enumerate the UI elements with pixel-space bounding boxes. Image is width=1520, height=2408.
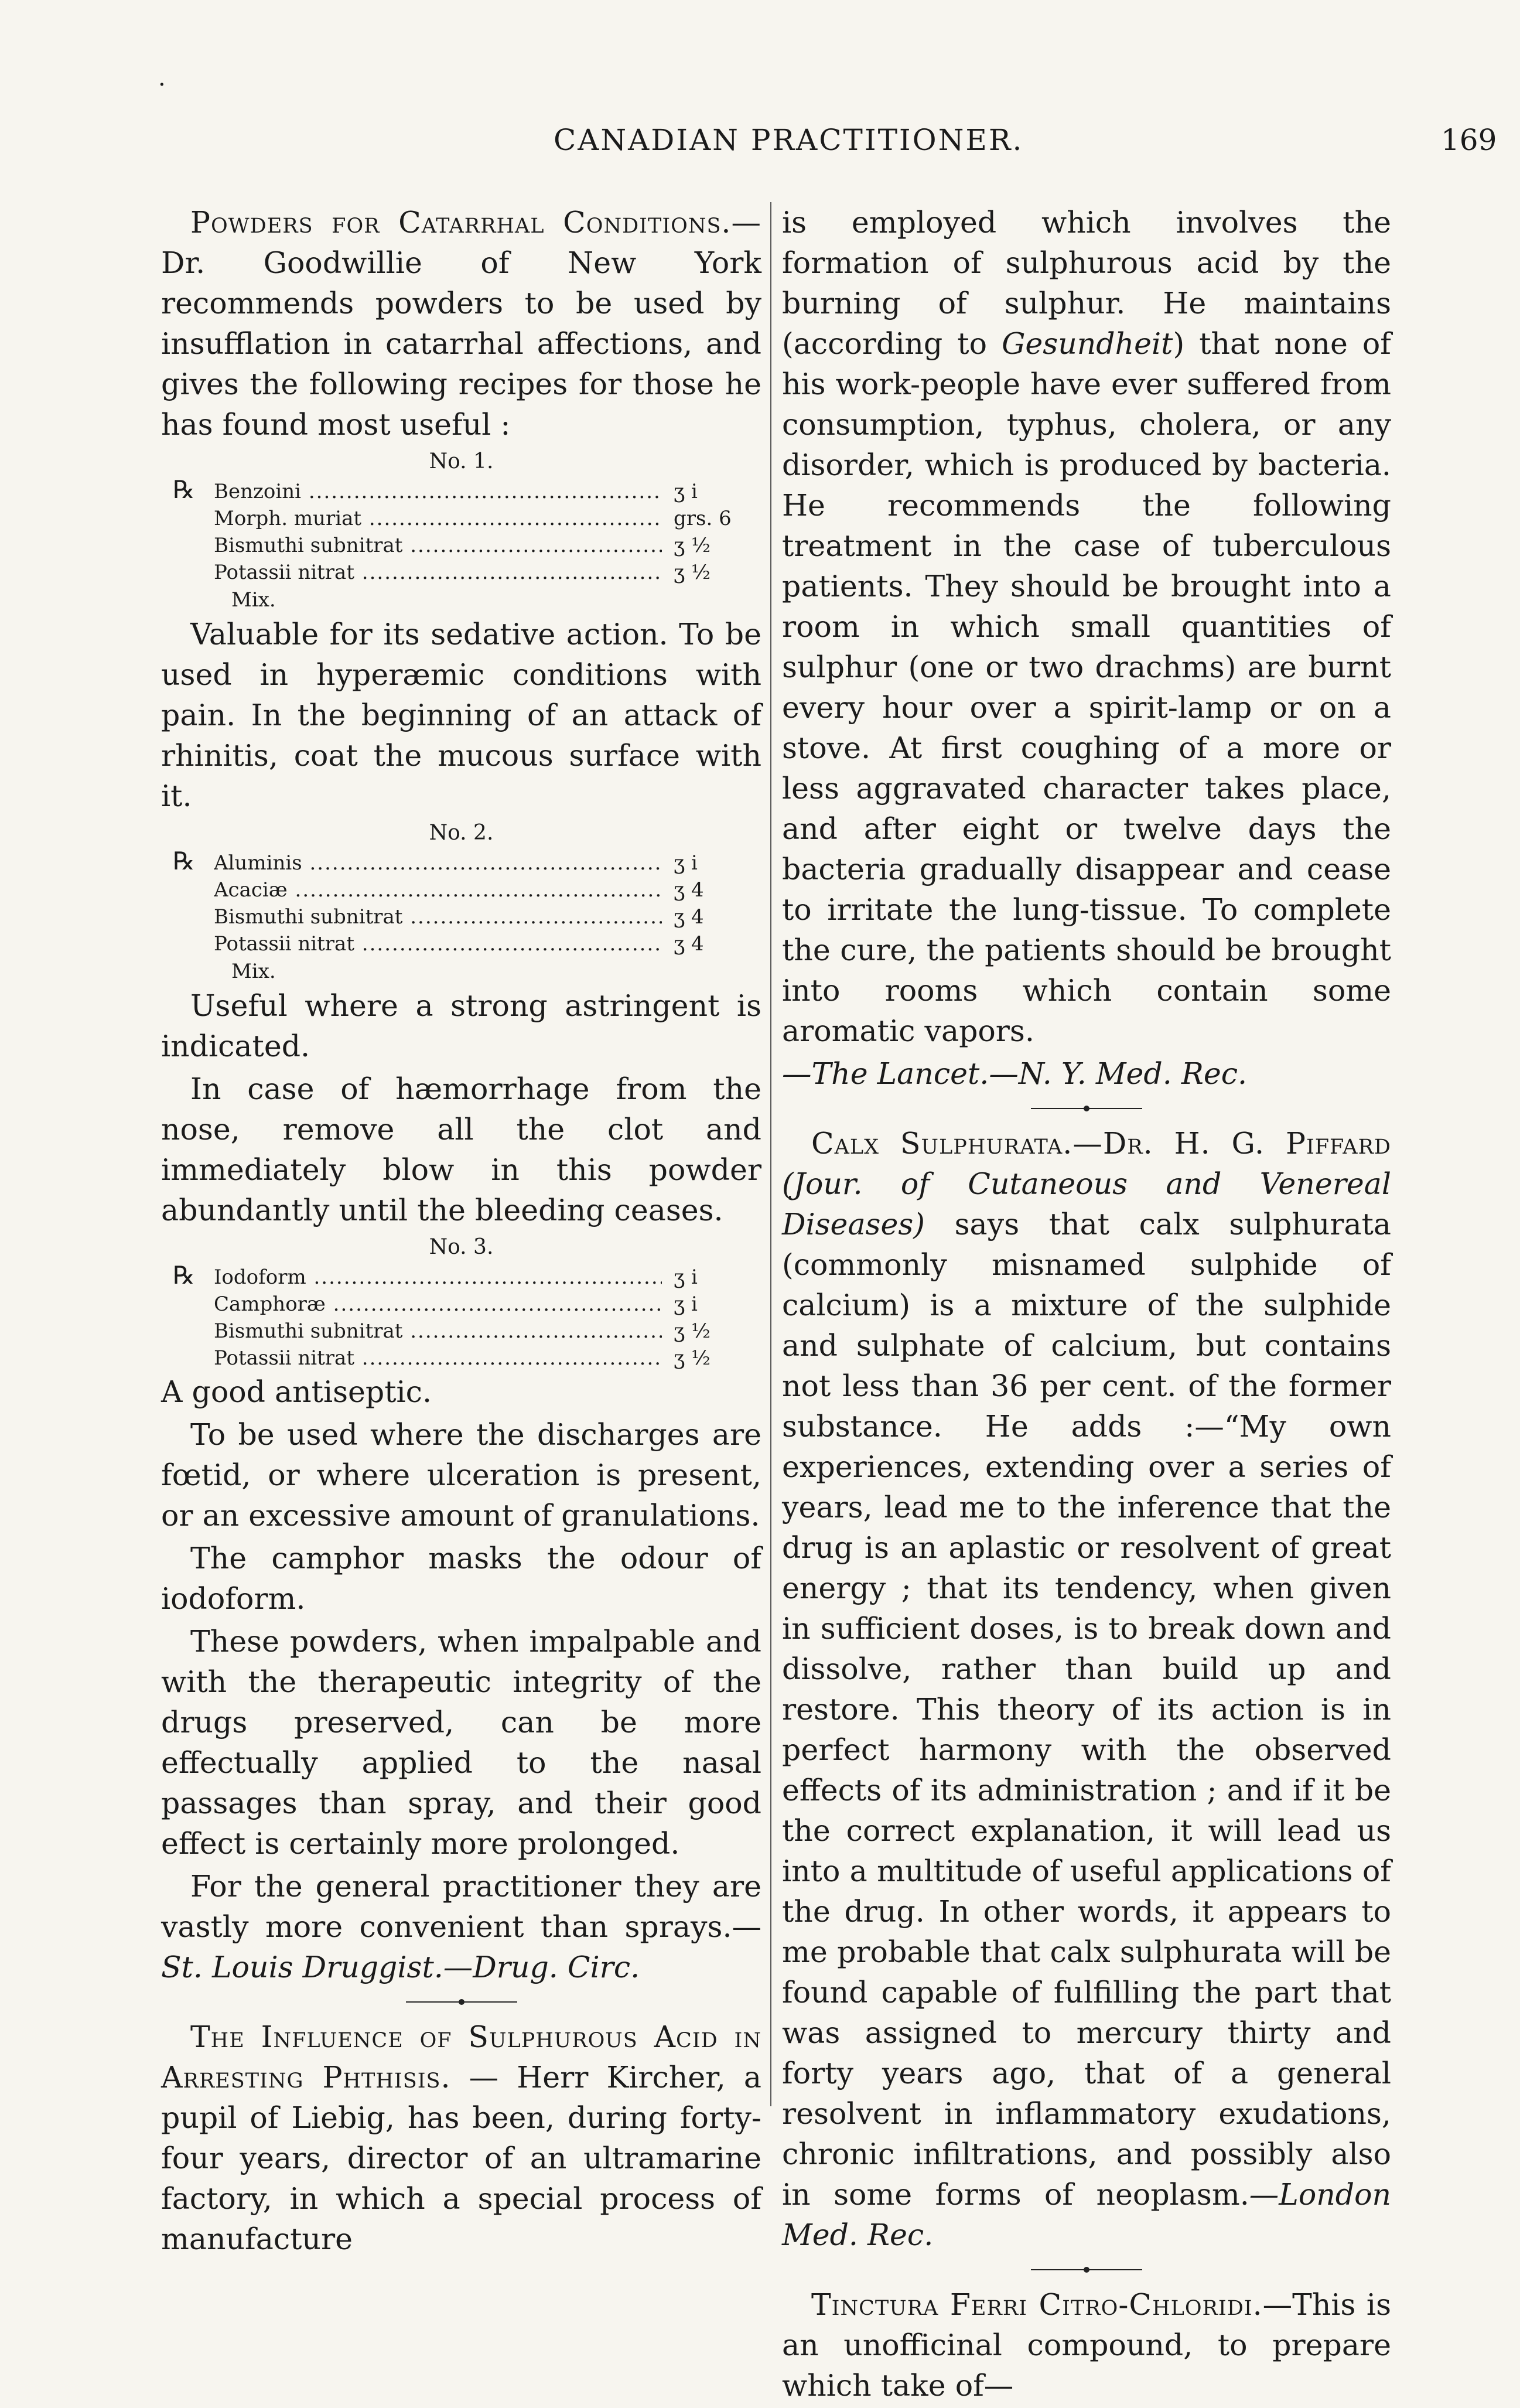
column-divider (770, 202, 771, 2106)
article-heading: The Influence of Sulphurous Acid in Arresting Phthisis. (161, 2020, 761, 2095)
recipe-row (173, 848, 761, 876)
recipe-no2 (173, 848, 761, 985)
source-citation: St. Louis Druggist.—Drug. Circ. (161, 1950, 640, 1984)
ingredient: Bismuthi subnitrat ..... (214, 903, 662, 930)
stray-dot: . (158, 64, 166, 91)
ingredient: Aluminis ..... (214, 850, 662, 876)
article-body: — Herr Kircher, a pupil of Liebig, has been, during forty-four years, director of an ultramarine factory, in which a special process of manufacture (161, 2060, 761, 2256)
source-name: Gesundheit (1002, 326, 1173, 361)
recipe-no2-note: Useful where a strong astringent is indicated. (161, 988, 761, 1063)
recipe-row (173, 1318, 761, 1345)
recipe-no3-note: The camphor masks the odour of iodoform. (161, 1541, 761, 1616)
quantity: ʒ 4 (674, 905, 704, 929)
article-heading: Powders for Catarrhal Conditions.— (190, 205, 761, 240)
article-catarrhal (161, 202, 761, 445)
recipe-row (173, 1291, 761, 1318)
article-author: —Dr. H. G. Piffard (1072, 1126, 1391, 1161)
ingredient: Iodoform ..... (214, 1264, 662, 1291)
source-citation (782, 1053, 1391, 1094)
article-continuation (782, 202, 1391, 1051)
rx-symbol: ℞ (173, 1261, 195, 1290)
recipe-mix: Mix. (231, 960, 276, 983)
quantity: ʒ ½ (674, 1319, 711, 1343)
running-title: CANADIAN PRACTITIONER. (554, 123, 1024, 157)
recipe-title: No. 2. (429, 821, 494, 845)
recipe-no1-note: Valuable for its sedative action. To be used in hyperæmic conditions with pain. In the beginning of an attack of rhinitis, coat the mucous surface with it. (161, 617, 761, 813)
ingredient: Camphoræ ..... (214, 1291, 662, 1318)
ingredient: Acaciæ ..... (214, 876, 662, 903)
recipe-title: No. 3. (429, 1235, 494, 1259)
quantity: ʒ i (674, 851, 698, 875)
quantity: ʒ i (674, 480, 698, 503)
recipe-row (173, 532, 761, 559)
ingredient: Morph. muriat ..... (214, 505, 662, 532)
recipe-no1 (173, 476, 761, 614)
page-number: 169 (1441, 123, 1497, 157)
rx-symbol: ℞ (173, 847, 195, 875)
article-body: says that calx sulphurata (commonly misnamed sulphide of calcium) is a mixture of the sulphide and sulphate of calcium, but contains not less than 36 per cent. of the former substance. He adds :—“My own experiences, extending over a series of years, lead me to the inference that the drug is an aplastic or resolvent of great energy ; that its tendency, when given in sufficient doses, is to break down and dissolve, rather than build up and restore. This theory of its action is in perfect harmony with the observed effects of its administration ; and if it be the correct explanation, it will lead us into a multitude of useful applications of the drug. In other words, it appears to me probable that calx sulphurata will be found capable of fulfilling the part that was assigned to mercury thirty and forty years ago, that of a general resolvent in inflammatory exudations, chronic infiltrations, and possibly also in some forms of neoplasm. (782, 1207, 1391, 2212)
recipe-row (173, 930, 761, 957)
recipe-no2-note: In case of hæmorrhage from the nose, remove all the clot and immediately blow in this powder abundantly until the bleeding ceases. (161, 1072, 761, 1227)
recipe-row (173, 876, 761, 903)
quantity: ʒ 4 (674, 878, 704, 902)
recipe-mix: Mix. (231, 588, 276, 612)
running-header (0, 64, 1520, 164)
quantity: ʒ i (674, 1266, 698, 1289)
quantity: ʒ ½ (674, 534, 711, 557)
article-heading: Tinctura Ferri Citro-Chloridi. (811, 2287, 1263, 2322)
article-calx-sulphurata (782, 1123, 1391, 2255)
recipe-title: No. 1. (429, 449, 494, 473)
recipe-row (173, 505, 761, 532)
ingredient: Potassii nitrat ..... (214, 1345, 662, 1372)
ingredient: Potassii nitrat ..... (214, 559, 662, 586)
article-body: Dr. Goodwillie of New York recommends powders to be used by insufflation in catarrhal affections, and gives the following recipes for those he has found most useful : (161, 245, 761, 442)
quantity: ʒ ½ (674, 1346, 711, 1370)
article-tinctura (782, 2284, 1391, 2406)
rx-symbol: ℞ (173, 475, 195, 504)
section-rule-ornament (1031, 2266, 1142, 2274)
source-citation-text: —The Lancet.—N. Y. Med. Rec. (782, 1056, 1248, 1091)
article-body: is employed which involves the formation of sulphurous acid by the burning of sulphur. He maintains (according to (782, 205, 1391, 361)
quantity: ʒ ½ (674, 561, 711, 584)
left-column (161, 202, 761, 2262)
recipe-row (173, 559, 761, 586)
recipe-no3-note: A good antiseptic. (161, 1374, 432, 1409)
quantity: ʒ i (674, 1292, 698, 1316)
recipe-row (173, 1345, 761, 1372)
right-column (782, 202, 1391, 2408)
ingredient: Benzoini ..... (214, 478, 662, 505)
quantity: ʒ 4 (674, 932, 704, 956)
ingredient: Bismuthi subnitrat ..... (214, 1318, 662, 1345)
recipe-row (173, 476, 761, 505)
paragraph-text: For the general practitioner they are vastly more convenient than sprays.— (161, 1869, 761, 1944)
journal-name: (Jour. of Cutaneous and Venereal Diseases) (782, 1167, 1391, 1241)
recipe-no3-note: To be used where the discharges are fœtid, or where ulceration is present, or an excessive amount of granulations. (161, 1417, 761, 1533)
article-body: —This is an unofficinal compound, to prepare which take of— (782, 2287, 1391, 2403)
ingredient: Potassii nitrat ..... (214, 930, 662, 957)
section-rule-ornament (406, 1998, 517, 2006)
article-heading: Calx Sulphurata. (811, 1126, 1073, 1161)
paragraph (161, 1866, 761, 1987)
quantity: grs. 6 (674, 507, 732, 530)
paragraph: These powders, when impalpable and with the therapeutic integrity of the drugs preserved, can be more effectually applied to the nasal passages than spray, and their good effect is certainly more prolonged. (161, 1624, 761, 1861)
recipe-no3 (173, 1262, 761, 1372)
section-rule-ornament (1031, 1104, 1142, 1113)
article-sulphurous-acid (161, 2017, 761, 2259)
recipe-row (173, 1262, 761, 1291)
ingredient: Bismuthi subnitrat ..... (214, 532, 662, 559)
recipe-row (173, 903, 761, 930)
source-citation: —London Med. Rec. (782, 2177, 1391, 2252)
article-body: ) that none of his work-people have ever suffered from consumption, typhus, cholera, or any disorder, which is produced by bacteria. He recommends the following treatment in the case of tuberculous patients. They should be brought into a room in which small quantities of sulphur (one or two drachms) are burnt every hour over a spirit-lamp or on a stove. At first coughing of a more or less aggravated character takes place, and after eight or twelve days the bacteria gradually disappear and cease to irritate the lung-tissue. To complete the cure, the patients should be brought into rooms which contain some aromatic vapors. (782, 326, 1391, 1048)
